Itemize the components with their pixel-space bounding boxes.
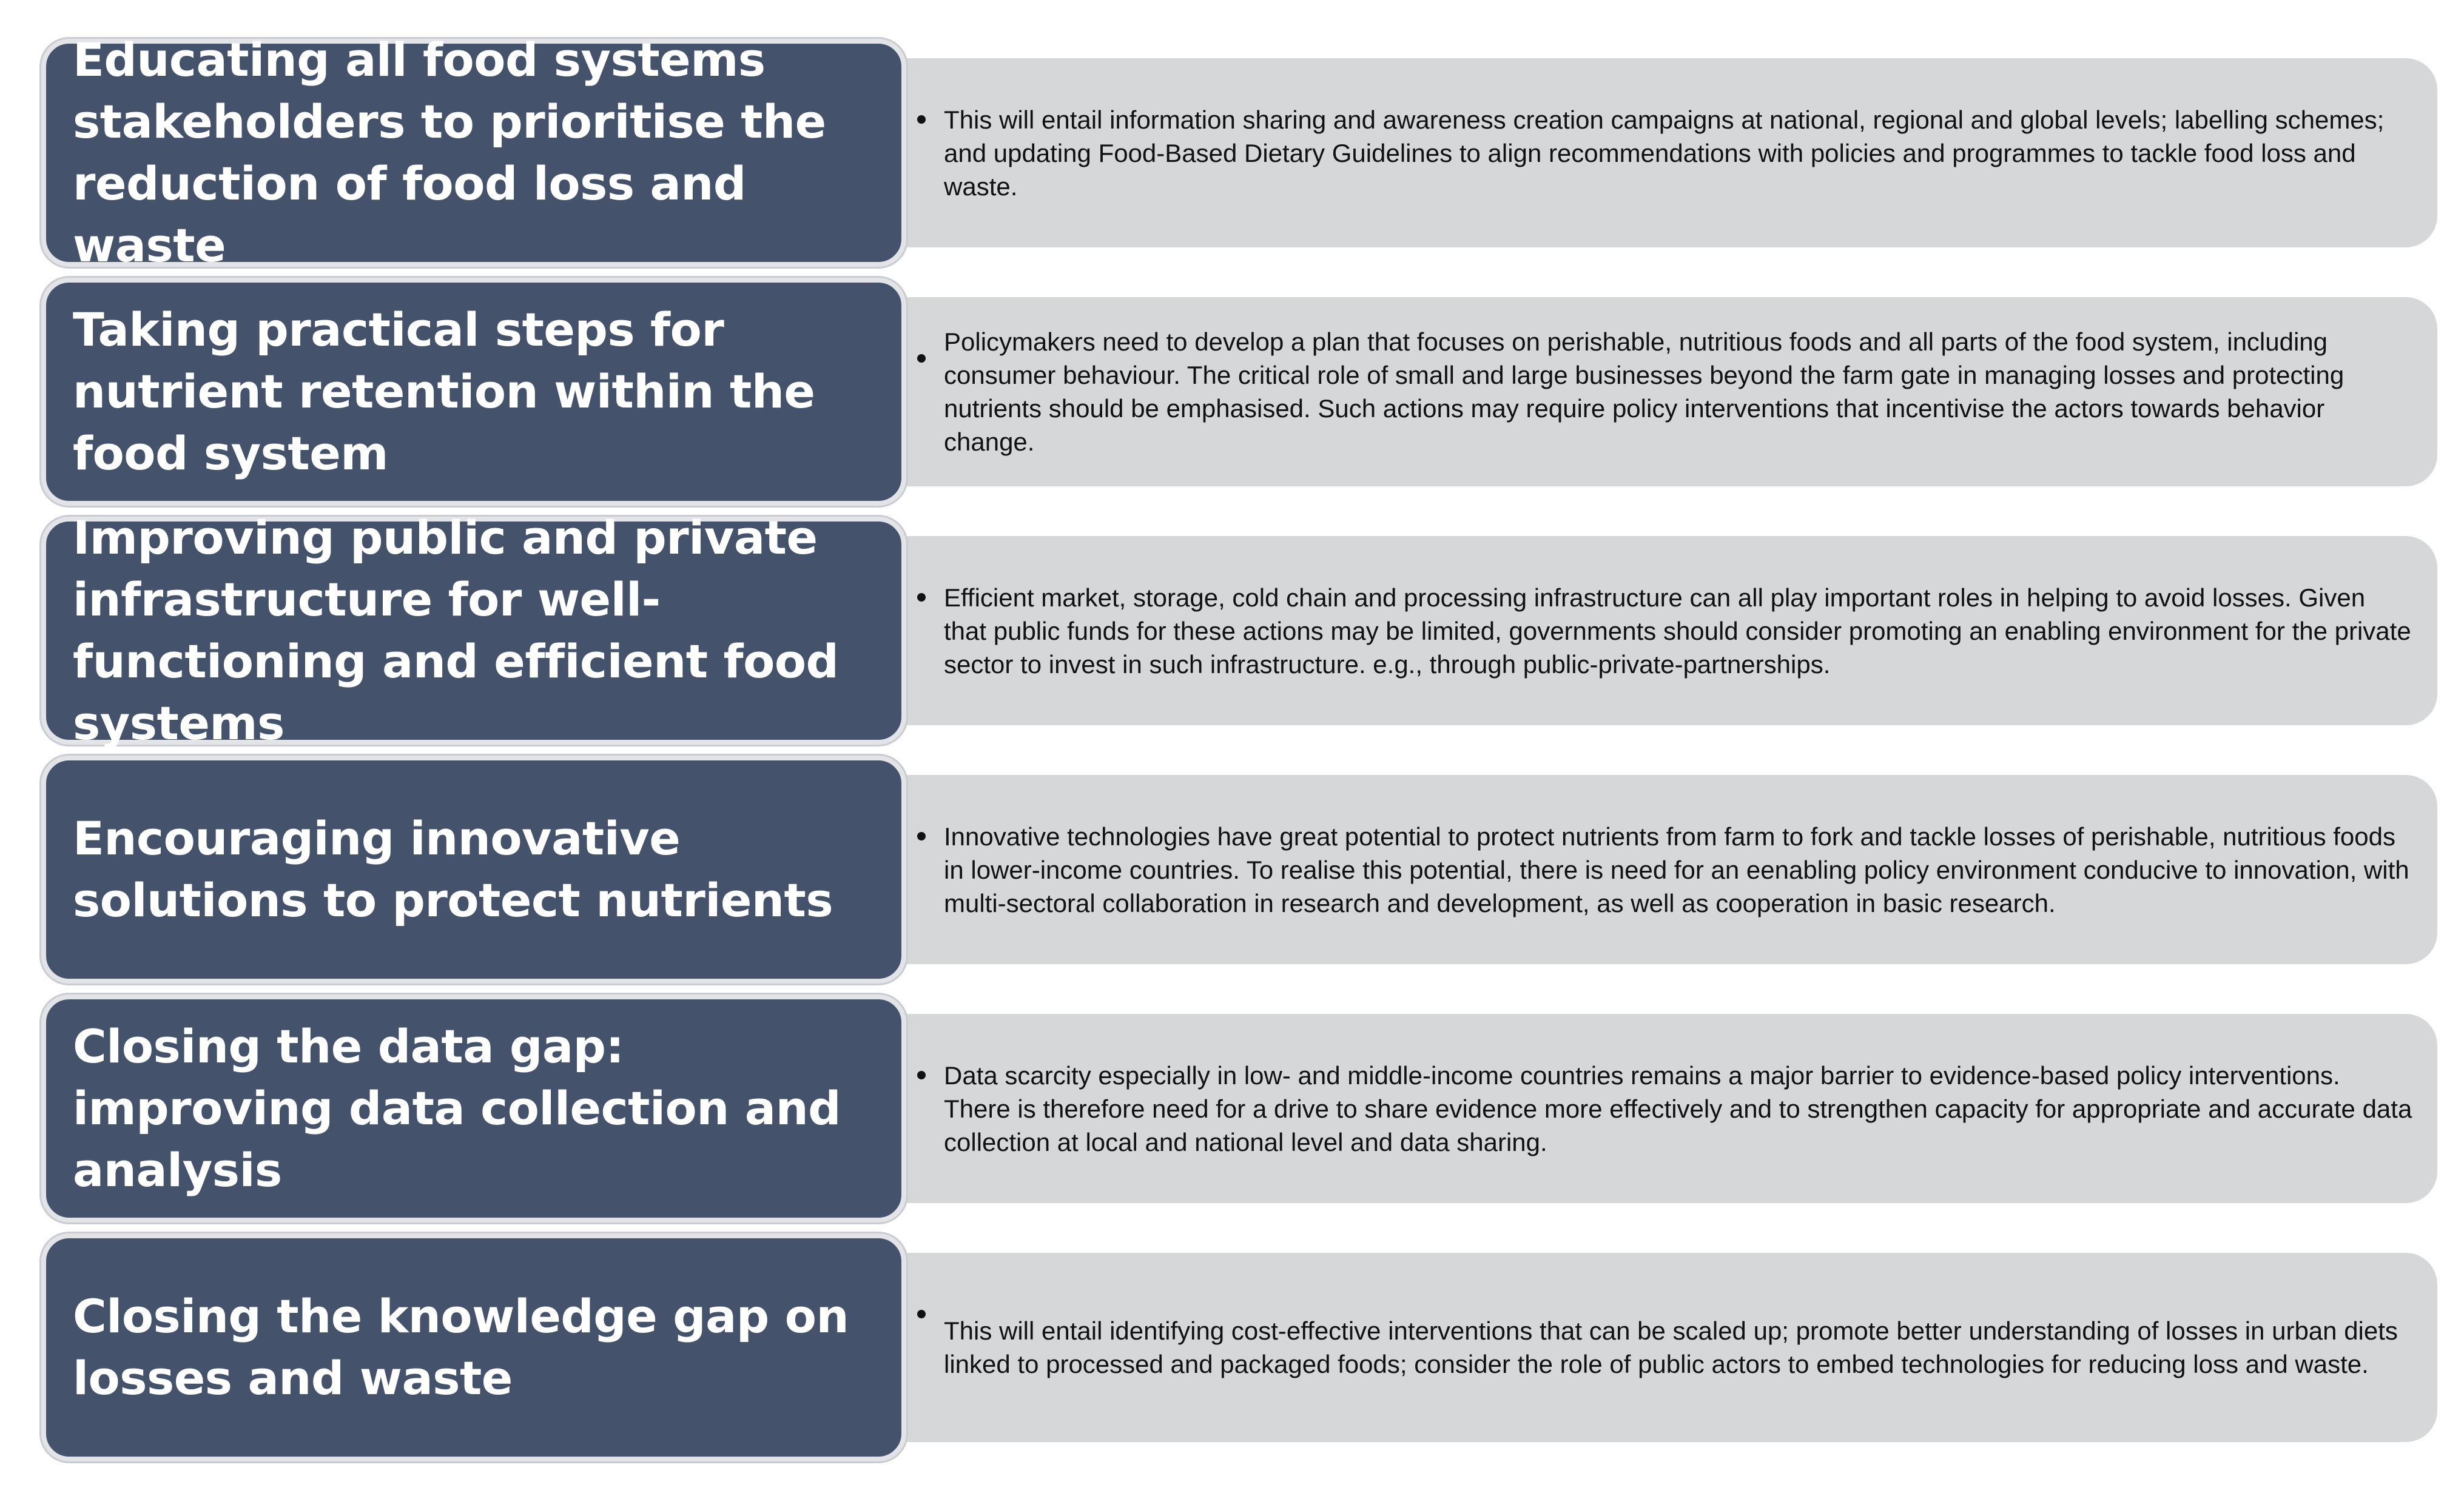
- recommendation-detail-3: [874, 536, 2437, 725]
- recommendation-detail-5: [874, 1014, 2437, 1203]
- bullet-icon: [917, 1310, 926, 1318]
- recommendation-row-3: [0, 511, 2464, 750]
- recommendation-heading-2: [41, 278, 906, 506]
- recommendation-heading-3: [41, 511, 906, 750]
- bullet-icon: [917, 832, 926, 840]
- recommendation-heading-text-3: Improving public and private infrastructure for well-functioning and efficient food systems: [73, 511, 839, 750]
- recommendation-heading-text-4: Encouraging innovative solutions to protect nutrients: [73, 811, 833, 927]
- recommendation-heading-text-6: Closing the knowledge gap on losses and waste: [73, 1289, 849, 1405]
- recommendation-heading-text-1: Educating all food systems stakeholders to prioritise the reduction of food loss and waste: [73, 33, 826, 272]
- recommendation-detail-text-5: Data scarcity especially in low- and middle-income countries remains a major barrier to evidence-based policy interventions. There is therefore need for a drive to share evidence more effectively and to strengthen capacity for appropriate and accurate data collection at local and national level and data sharing.: [944, 1061, 2412, 1156]
- recommendation-row-4: [0, 756, 2464, 984]
- recommendation-heading-5: [41, 995, 906, 1223]
- recommendation-row-5: [0, 995, 2464, 1223]
- recommendation-detail-2: [874, 297, 2437, 486]
- bullet-icon: [917, 115, 926, 124]
- recommendation-heading-text-5: Closing the data gap: improving data collection and analysis: [73, 1019, 841, 1197]
- recommendation-row-1: [0, 33, 2464, 272]
- recommendation-heading-4: [41, 756, 906, 984]
- recommendation-detail-4: [874, 775, 2437, 964]
- recommendation-heading-6: [41, 1233, 906, 1461]
- recommendation-detail-text-3: Efficient market, storage, cold chain and processing infrastructure can all play important roles in helping to avoid losses. Given that public funds for these actions may be limited, governments should consider promoting an enabling environment for the private sector to invest in such infrastructure. e.g., through public-private-partnerships.: [944, 583, 2411, 679]
- recommendation-heading-text-2: Taking practical steps for nutrient retention within the food system: [73, 303, 815, 480]
- recommendation-row-2: [0, 278, 2464, 506]
- recommendation-detail-text-6: This will entail identifying cost-effective interventions that can be scaled up; promote better understanding of losses in urban diets linked to processed and packaged foods; consider the role of public actors to embed technologies for reducing loss and waste.: [944, 1317, 2398, 1378]
- recommendation-heading-1: [41, 33, 906, 272]
- recommendation-detail-text-4: Innovative technologies have great potential to protect nutrients from farm to fork and tackle losses of perishable, nutritious foods in lower-income countries. To realise this potential, there is need for an eenabling policy environment conducive to innovation, with multi-sectoral collaboration in research and development, as well as cooperation in basic research.: [944, 822, 2409, 917]
- recommendation-detail-text-2: Policymakers need to develop a plan that focuses on perishable, nutritious foods and all parts of the food system, including consumer behaviour. The critical role of small and large businesses beyond the farm gate in managing losses and protecting nutrients should be emphasised. Such actions may require policy interventions that incentivise the actors towards behavior change.: [944, 327, 2345, 456]
- recommendation-detail-text-1: This will entail information sharing and awareness creation campaigns at national, regional and global levels; labelling schemes; and updating Food-Based Dietary Guidelines to align recommendations with policies and programmes to tackle food loss and waste.: [944, 105, 2385, 201]
- bullet-icon: [917, 1071, 926, 1079]
- bullet-icon: [917, 354, 926, 363]
- recommendation-detail-1: [874, 58, 2437, 247]
- recommendation-detail-6: [874, 1253, 2437, 1442]
- bullet-icon: [917, 593, 926, 602]
- recommendation-row-6: [0, 1233, 2464, 1461]
